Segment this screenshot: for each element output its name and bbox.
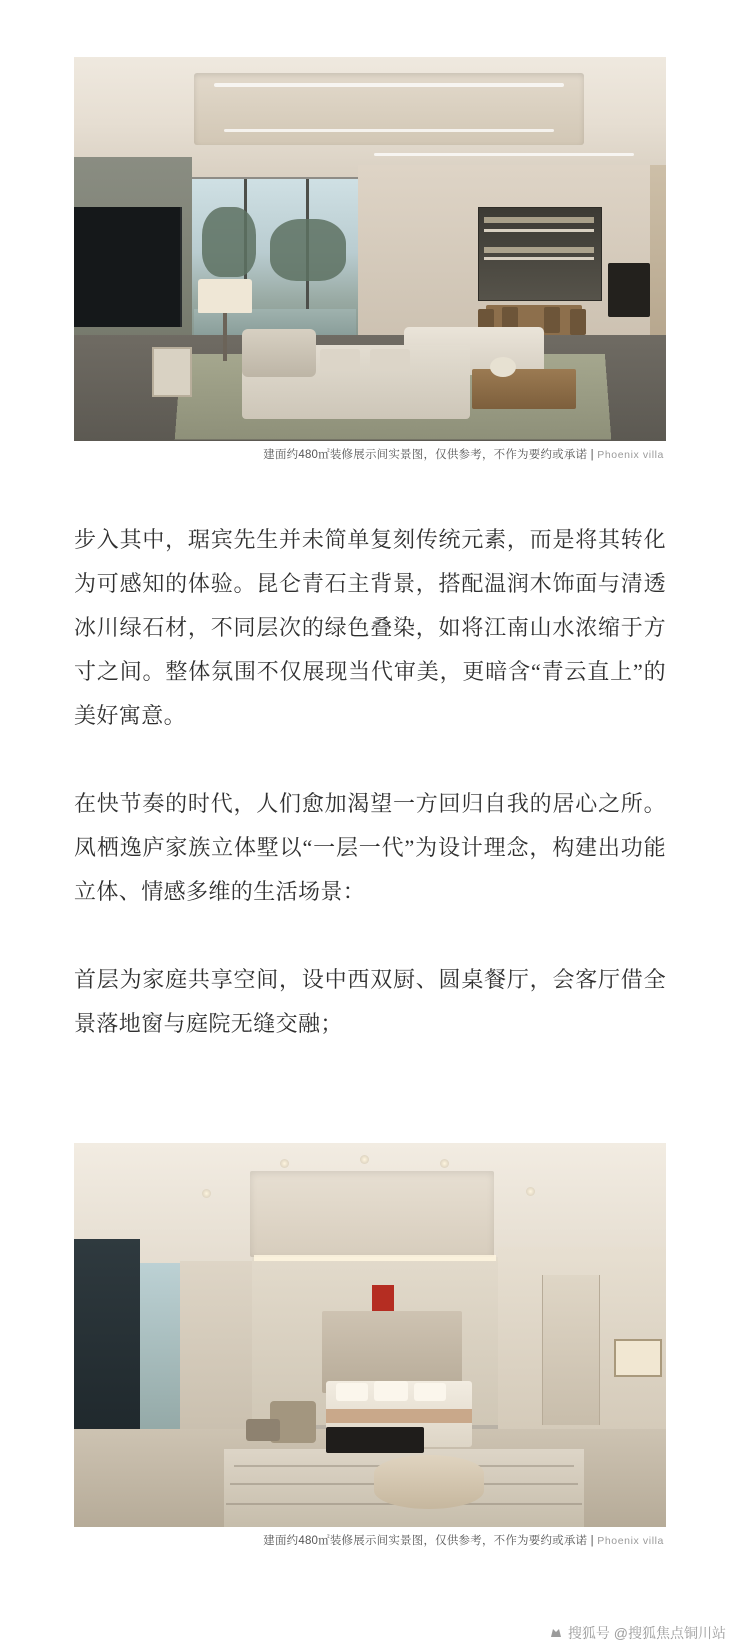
- bed-bench: [326, 1427, 424, 1453]
- ceiling-downlight: [526, 1187, 535, 1196]
- pillow: [374, 1381, 408, 1401]
- ceiling-recess: [250, 1171, 494, 1257]
- kitchen-light: [484, 247, 594, 253]
- figure-caption: [74, 1533, 666, 1549]
- figure-living-room: [74, 57, 666, 463]
- dining-chair: [544, 307, 560, 333]
- floor-lamp-stand: [223, 313, 227, 361]
- ceiling-light-slot: [224, 129, 554, 132]
- armchair: [242, 329, 316, 377]
- paragraph-1: 步入其中，琚宾先生并未简单复刻传统元素，而是将其转化为可感知的体验。昆仑青石主背景，搭配温润木饰面与清透冰川绿石材，不同层次的绿色叠染，如将江南山水浓缩于方寸之间。整体氛围不仅展现当代审美，更暗含“青云直上”的美好寓意。: [74, 527, 666, 728]
- left-wall-panel: [180, 1261, 252, 1437]
- ceiling-downlight: [280, 1159, 289, 1168]
- caption-watermark: Phoenix villa: [597, 1535, 664, 1547]
- ceiling-light-slot: [374, 153, 634, 156]
- ceiling-downlight: [202, 1189, 211, 1198]
- figure-caption: [74, 447, 666, 463]
- bedroom-photo: [74, 1143, 666, 1527]
- ceiling-light-slot: [214, 83, 564, 87]
- right-wall-panel: [650, 165, 666, 353]
- cove-light: [254, 1255, 496, 1261]
- cushion: [320, 349, 360, 371]
- bed-runner: [326, 1409, 472, 1423]
- wall-sconce: [614, 1339, 662, 1377]
- ceiling-downlight: [360, 1155, 369, 1164]
- cushion: [370, 349, 410, 371]
- built-in-oven: [608, 263, 650, 317]
- floor-lamp-shade: [198, 279, 252, 313]
- footer-text: 搜狐号 @搜狐焦点铜川站: [567, 1625, 726, 1641]
- round-coffee-table: [374, 1455, 484, 1509]
- wall-art: [152, 347, 192, 397]
- decor-vase: [490, 357, 516, 377]
- television: [74, 207, 182, 327]
- red-wall-art: [372, 1285, 394, 1311]
- sohu-fox-icon: [549, 1626, 563, 1640]
- caption-text: 建面约480㎡装修展示间实景图，仅供参考，不作为要约或承诺 |: [263, 1535, 594, 1547]
- figure-bedroom: [74, 1143, 666, 1549]
- kitchen-shelf: [484, 229, 594, 232]
- door-panel: [542, 1275, 600, 1425]
- coffee-table: [472, 369, 576, 409]
- paragraph-3: 首层为家庭共享空间，设中西双厨、圆桌餐厅，会客厅借全景落地窗与庭院无缝交融；: [74, 967, 666, 1036]
- pillow: [414, 1383, 446, 1401]
- side-stool: [246, 1419, 280, 1441]
- caption-watermark: Phoenix villa: [597, 449, 664, 461]
- paragraph-2: 在快节奏的时代，人们愈加渴望一方回归自我的居心之所。凤栖逸庐家族立体墅以“一层一代”为设计理念，构建出功能立体、情感多维的生活场景：: [74, 791, 666, 904]
- dining-chair: [570, 309, 586, 335]
- pillow: [336, 1383, 368, 1401]
- left-wall-dark: [74, 1239, 140, 1439]
- footer-attribution: [549, 1623, 726, 1643]
- garden-tree: [270, 219, 346, 281]
- garden-tree: [202, 207, 256, 277]
- living-room-photo: [74, 57, 666, 441]
- window-glass: [140, 1263, 180, 1435]
- ceiling-downlight: [440, 1159, 449, 1168]
- kitchen-light: [484, 217, 594, 223]
- caption-text: 建面约480㎡装修展示间实景图，仅供参考，不作为要约或承诺 |: [263, 449, 594, 461]
- kitchen-shelf: [484, 257, 594, 260]
